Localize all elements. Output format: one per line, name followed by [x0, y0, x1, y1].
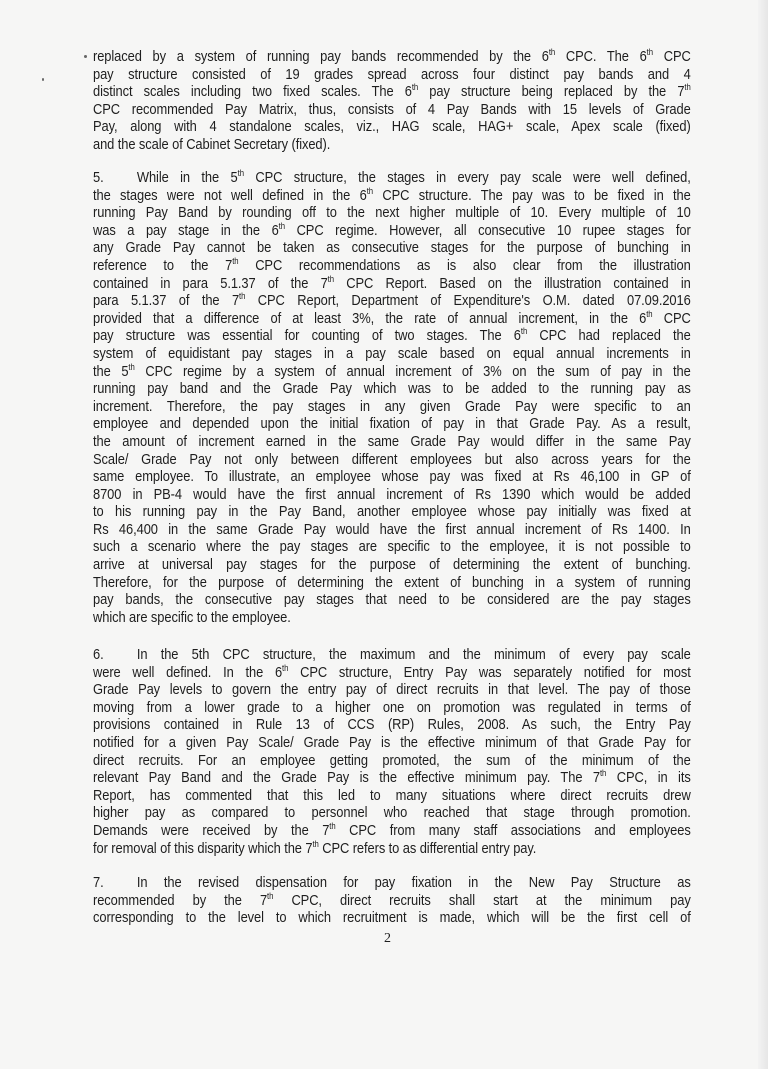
text-line	[93, 840, 691, 858]
text-line	[93, 83, 691, 101]
line-text: reference to the 7th CPC recommendations as is also clear from the illustration	[93, 255, 691, 274]
text-line	[93, 48, 691, 66]
text-line	[93, 909, 691, 927]
text-line	[93, 451, 691, 469]
paragraph-5	[93, 169, 691, 626]
ordinal-suffix: th	[128, 361, 135, 372]
text-line	[93, 222, 691, 240]
text-line	[93, 118, 691, 136]
paragraph-number: 6.	[93, 646, 104, 663]
paragraph-number: 7.	[93, 874, 104, 891]
scan-speck	[42, 78, 44, 81]
text-line	[93, 363, 691, 381]
line-text: notified for a given Pay Scale/ Grade Pay is the effective minimum of that Grade Pay for	[93, 733, 691, 751]
line-text: to his running pay in the Pay Band, another employee whose pay initially was fixed at	[93, 503, 691, 521]
text-line	[93, 433, 691, 451]
text-line	[93, 804, 691, 822]
line-text: for removal of this disparity which the 7th CPC refers to as differential entry pay.	[93, 838, 537, 857]
ordinal-suffix: th	[599, 768, 607, 779]
line-text: Rs 46,400 in the same Grade Pay would have the first annual increment of Rs 1400. In	[93, 520, 691, 538]
line-text: 8700 in PB-4 would have the first annual increment of Rs 1390 which would be added	[93, 485, 691, 503]
text-line	[93, 66, 691, 84]
line-text: same employee. To illustrate, an employee whose pay was fixed at Rs 46,100 in GP of	[93, 468, 691, 486]
line-text: While in the 5th CPC structure, the stages in every pay scale were well defined,	[136, 168, 691, 186]
line-text: Pay, along with 4 standalone scales, viz., HAG scale, HAG+ scale, Apex scale (fixed)	[93, 118, 691, 136]
ordinal-suffix: th	[520, 326, 528, 337]
line-text: replaced by a system of running pay bands recommended by the 6th CPC. The 6th CPC	[93, 47, 691, 65]
text-line	[93, 574, 691, 592]
line-text: were well defined. In the 6th CPC structure, Entry Pay was separately notified for most	[93, 662, 691, 681]
line-text: which are specific to the employee.	[93, 608, 291, 626]
text-line	[93, 169, 691, 187]
text-line	[93, 468, 691, 486]
line-text: pay structure consisted of 19 grades spread across four distinct pay bands and 4	[93, 65, 691, 83]
line-text: running pay band and the Grade Pay which was to be added to the running pay as	[93, 380, 691, 398]
line-text: CPC recommended Pay Matrix, thus, consists of 4 Pay Bands with 15 levels of Grade	[93, 100, 691, 118]
ordinal-suffix: th	[267, 890, 274, 901]
line-text: direct recruits. For an employee getting promoted, the sum of the minimum of the	[93, 751, 691, 769]
line-text: system of equidistant pay stages in a pay scale based on equal annual increments in	[93, 344, 691, 362]
ordinal-suffix: th	[548, 47, 556, 57]
text-line	[93, 874, 691, 892]
text-line	[93, 275, 691, 293]
scan-edge	[758, 0, 768, 1069]
line-text: relevant Pay Band and the Grade Pay is the effective minimum pay. The 7th CPC, in its	[93, 768, 691, 787]
ordinal-suffix: th	[646, 308, 653, 319]
text-line	[93, 292, 691, 310]
line-text: higher pay as compared to personnel who reached that stage through promotion.	[93, 804, 691, 822]
line-text: was a pay stage in the 6th CPC regime. However, all consecutive 10 rupee stages for	[93, 220, 691, 239]
text-line	[93, 503, 691, 521]
paragraph-6	[93, 646, 691, 857]
ordinal-suffix: th	[282, 662, 289, 673]
text-line	[93, 239, 691, 257]
text-line	[93, 822, 691, 840]
line-text: Grade Pay levels to govern the entry pay of direct recruits in that level. The pay of those	[93, 681, 691, 699]
text-line	[93, 681, 691, 699]
text-line	[93, 734, 691, 752]
text-line	[93, 136, 691, 154]
ordinal-suffix: th	[329, 820, 336, 831]
ordinal-suffix: th	[684, 82, 691, 93]
ordinal-suffix: th	[278, 220, 285, 231]
line-text: and the scale of Cabinet Secretary (fixed).	[93, 135, 331, 153]
line-text: pay structure was essential for counting of two stages. The 6th CPC had replaced the	[93, 326, 691, 345]
text-line	[93, 769, 691, 787]
ordinal-suffix: th	[232, 255, 239, 266]
line-text: provided that a difference of at least 3%, the rate of annual increment, in the 6th CPC	[93, 308, 691, 327]
text-line	[93, 609, 691, 627]
text-line	[93, 752, 691, 770]
text-line	[93, 257, 691, 275]
text-line	[93, 327, 691, 345]
line-text: arrive at universal pay stages for the purpose of determining the extent of bunching.	[93, 556, 691, 574]
line-text: contained in para 5.1.37 of the 7th CPC Report. Based on the illustration contained in	[93, 273, 691, 292]
text-line	[93, 699, 691, 717]
text-line	[93, 204, 691, 222]
text-line	[93, 892, 691, 910]
text-line	[93, 591, 691, 609]
paragraph-number: 5.	[93, 169, 104, 186]
ordinal-suffix: th	[366, 185, 373, 196]
text-line	[93, 556, 691, 574]
line-text: para 5.1.37 of the 7th CPC Report, Department of Expenditure's O.M. dated 07.09.2016	[93, 291, 691, 310]
text-line	[93, 415, 691, 433]
ordinal-suffix: th	[411, 82, 419, 93]
line-text: running Pay Band by rounding off to the next higher multiple of 10. Every multiple of 10	[93, 204, 691, 222]
paragraph-7	[93, 874, 691, 927]
text-line	[93, 716, 691, 734]
line-text: In the revised dispensation for pay fixation in the New Pay Structure as	[136, 874, 691, 891]
ordinal-suffix: th	[239, 291, 246, 302]
text-line	[93, 310, 691, 328]
line-text: any Grade Pay cannot be taken as consecutive stages for the purpose of bunching in	[93, 239, 691, 257]
text-line	[93, 787, 691, 805]
paragraph-continued	[93, 48, 691, 154]
line-text: increment. Therefore, the pay stages in any given Grade Pay were specific to an	[93, 397, 691, 415]
ordinal-suffix: th	[646, 47, 653, 57]
line-text: Therefore, for the purpose of determining the extent of bunching in a system of running	[93, 573, 691, 591]
line-text: Report, has commented that this led to many situations where direct recruits drew	[93, 786, 691, 804]
line-text: the 5th CPC regime by a system of annual increment of 3% on the sum of pay in the	[93, 361, 691, 380]
page-number: 2	[384, 931, 391, 946]
line-text: Scale/ Grade Pay not only between different employees but also across years for the	[93, 450, 691, 468]
line-text: moving from a lower grade to a higher one on promotion was regulated in terms of	[93, 698, 691, 716]
line-text: employee and depended upon the initial fixation of pay in that Grade Pay. As a result,	[93, 415, 691, 433]
ordinal-suffix: th	[312, 838, 319, 849]
line-text: the stages were not well defined in the 6th CPC structure. The pay was to be fixed in the	[93, 185, 691, 204]
line-text: pay bands, the consecutive pay stages that need to be considered are the pay stages	[93, 591, 691, 609]
scan-speck	[84, 55, 87, 58]
text-line	[93, 521, 691, 539]
text-line	[93, 664, 691, 682]
text-line	[93, 486, 691, 504]
line-text: distinct scales including two fixed scales. The 6th pay structure being replaced by the 7th	[93, 82, 691, 101]
line-text: Demands were received by the 7th CPC from many staff associations and employees	[93, 820, 691, 839]
text-line	[93, 380, 691, 398]
line-text: the amount of increment earned in the same Grade Pay would differ in the same Pay	[93, 432, 691, 450]
text-line	[93, 187, 691, 205]
line-text: In the 5th CPC structure, the maximum and the minimum of every pay scale	[136, 646, 691, 663]
line-text: provisions contained in Rule 13 of CCS (RP) Rules, 2008. As such, the Entry Pay	[93, 716, 691, 734]
line-text: recommended by the 7th CPC, direct recruits shall start at the minimum pay	[93, 890, 691, 909]
line-text: such a scenario where the pay stages are specific to the employee, it is not possible to	[93, 538, 691, 556]
text-line	[93, 538, 691, 556]
line-text: corresponding to the level to which recruitment is made, which will be the first cell of	[93, 909, 691, 927]
text-line	[93, 101, 691, 119]
text-line	[93, 398, 691, 416]
ordinal-suffix: th	[327, 273, 334, 284]
ordinal-suffix: th	[237, 168, 244, 178]
text-line	[93, 646, 691, 664]
text-line	[93, 345, 691, 363]
